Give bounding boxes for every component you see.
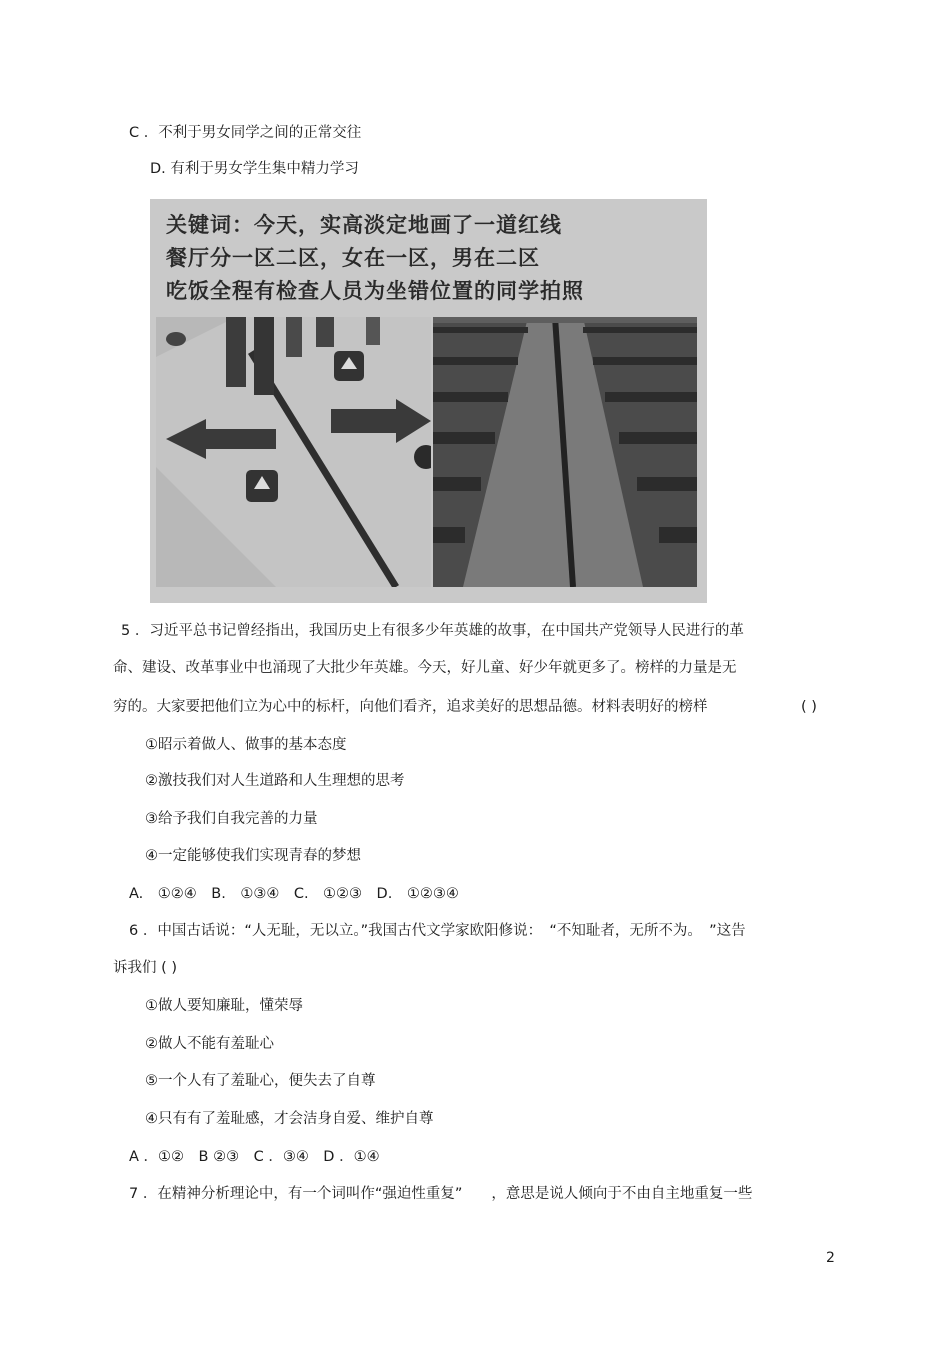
news-photo-figure [150,199,707,603]
q6-statement-4: ④只有有了羞耻感，才会洁身自爱、维护自尊 [145,1111,434,1127]
dining-hall-photo [433,317,697,587]
q4-option-d: D. 有利于男女学生集中精力学习 [150,161,359,177]
q6-line-2: 诉我们 ( ) [113,960,178,976]
q5-line-1: 5 ．习近平总书记曾经指出，我国历史上有很多少年英雄的故事，在中国共产党领导人民进行的革 [121,623,744,639]
q5-statement-2: ②激技我们对人生道路和人生理想的思考 [145,773,405,789]
q5-answer-paren: ( ) [801,699,817,715]
q6-statement-3: ⑤一个人有了羞耻心，便失去了自尊 [145,1073,376,1089]
q5-statement-3: ③给予我们自我完善的力量 [145,811,318,827]
q4-option-c: C ．不利于男女同学之间的正常交往 [129,125,362,141]
figure-caption-line-1: 关键词：今天，实高淡定地画了一道红线 [166,213,562,237]
q7-line-1: 7 ．在精神分析理论中，有一个词叫作“强迫性重复” ，意思是说人倾向于不由自主地重复一些 [129,1186,753,1202]
floor-line-photo [156,317,431,587]
q5-options: A. ①②④ B. ①③④ C. ①②③ D. ①②③④ [129,886,459,902]
figure-caption-line-2: 餐厅分一区二区，女在一区，男在二区 [166,246,540,270]
q5-line-3: 穷的。大家要把他们立为心中的标杆，向他们看齐，追求美好的思想品德。材料表明好的榜样 [113,699,708,715]
q5-statement-4: ④一定能够使我们实现青春的梦想 [145,848,361,864]
q6-line-1: 6 ．中国古话说：“人无耻，无以立。”我国古代文学家欧阳修说： “不知耻者，无所不为。 ”这告 [129,923,746,939]
q6-options: A ．①② B ②③ C ．③④ D ．①④ [129,1149,380,1165]
figure-caption-line-3: 吃饭全程有检查人员为坐错位置的同学拍照 [166,279,584,303]
q6-statement-2: ②做人不能有羞耻心 [145,1036,274,1052]
q5-statement-1: ①昭示着做人、做事的基本态度 [145,737,347,753]
q5-line-2: 命、建设、改革事业中也涌现了大批少年英雄。今天，好儿童、好少年就更多了。榜样的力量是无 [113,660,737,676]
q6-statement-1: ①做人要知廉耻，懂荣辱 [145,998,303,1014]
page-number: 2 [826,1250,835,1266]
